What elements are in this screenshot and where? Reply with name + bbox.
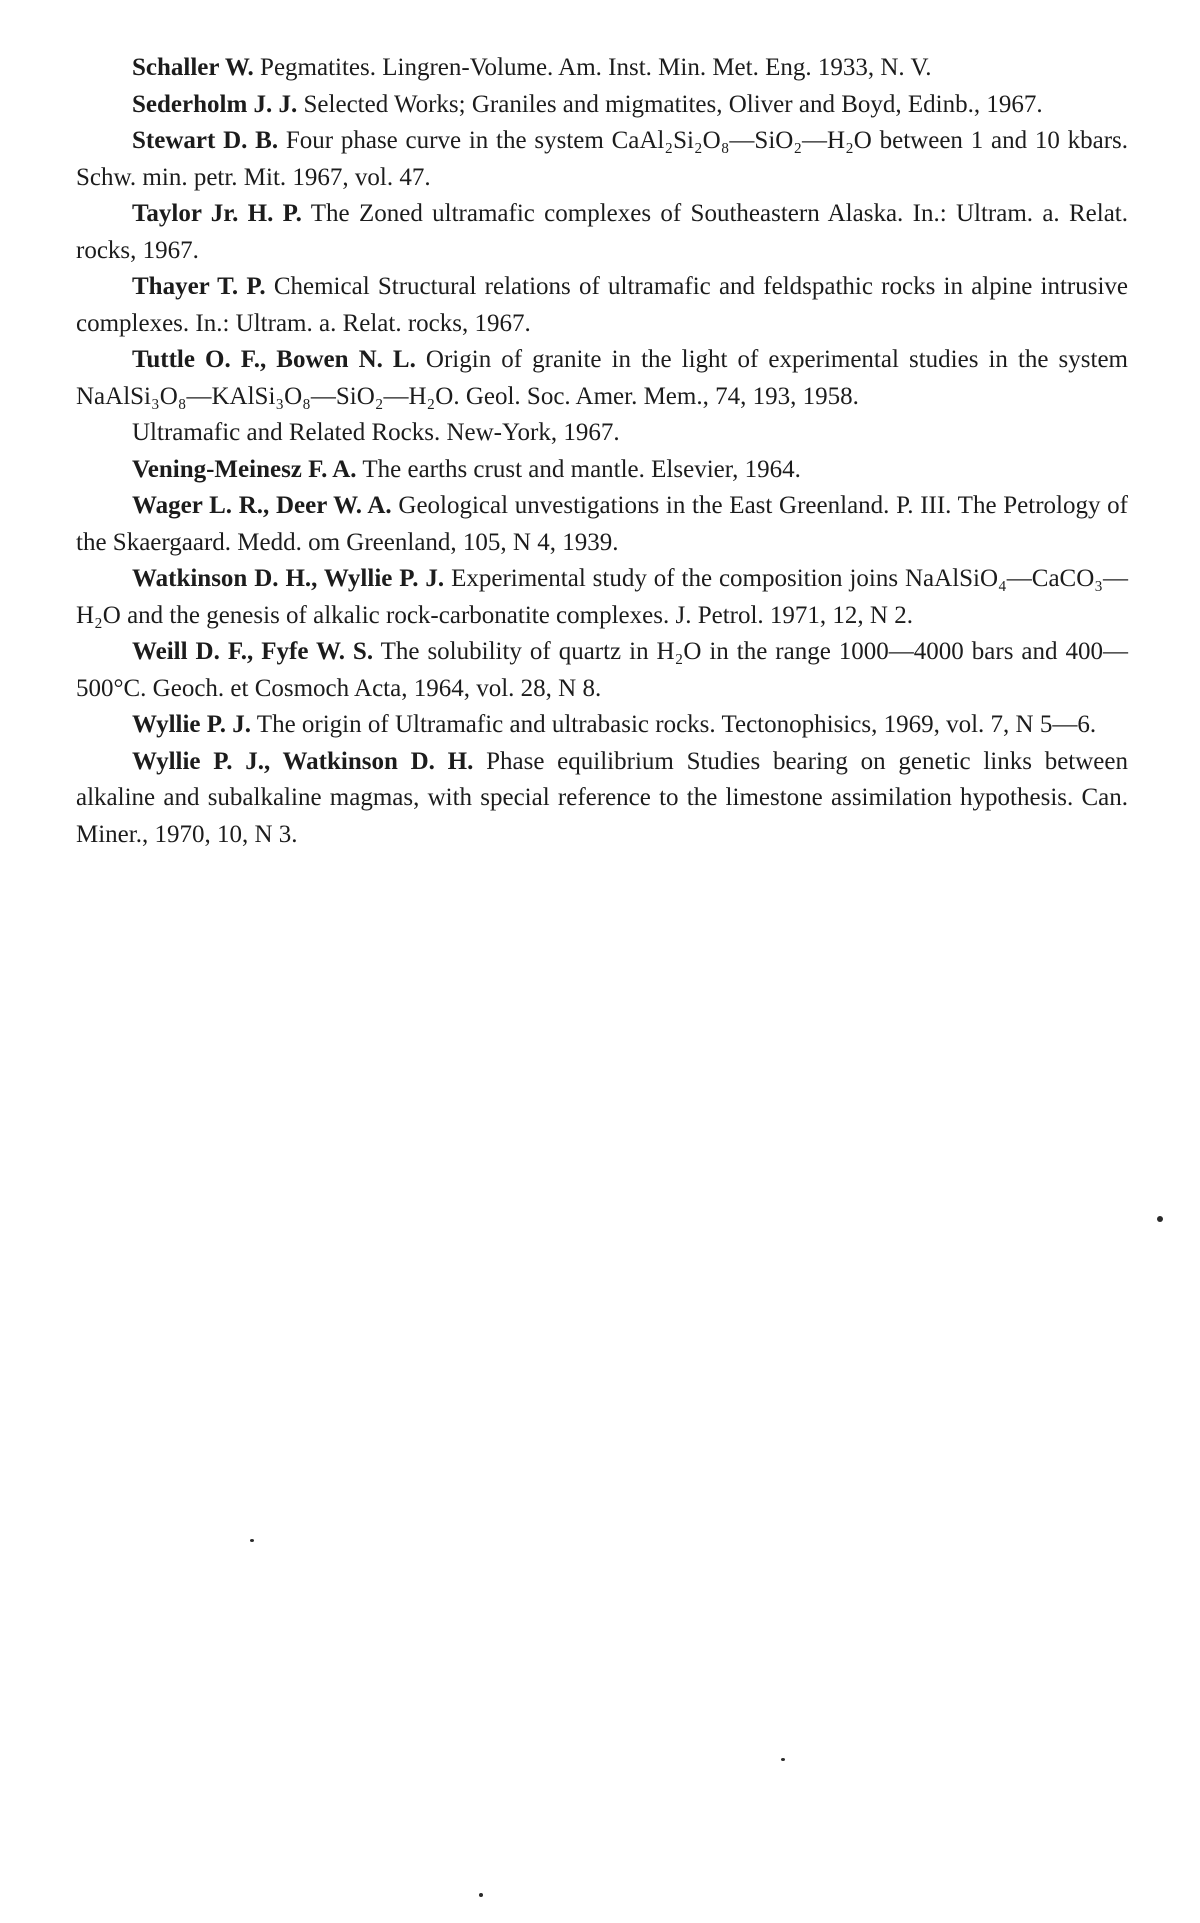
scan-speck [479,1893,483,1897]
reference-item [76,452,1128,489]
reference-text: Experimental study of the composition joins NaAlSiO₄—CaCO₃—H₂O and the genesis of alkalic rock-carbonatite complexes. J. Petrol. 1971, 12, N 2. [76,565,1128,629]
reference-author: Wyllie P. J. [132,711,251,738]
reference-text: The Zoned ultramafic complexes of Southeastern Alaska. In.: Ultram. a. Relat. rocks, 1967. [76,200,1128,264]
reference-text: Phase equilibrium Studies bearing on genetic links between alkaline and subalkaline magmas, with special reference to the limestone assimilation hypothesis. Can. Miner., 1970, 10, N 3. [76,747,1128,848]
reference-author: Schaller W. [132,54,254,81]
reference-author: Wager L. R., Deer W. A. [132,492,392,519]
reference-item [76,707,1128,744]
reference-item [76,488,1128,561]
reference-list [76,50,1128,853]
reference-author: Tuttle O. F., Bowen N. L. [132,346,416,373]
reference-item [76,123,1128,196]
scan-speck [1157,1216,1163,1222]
reference-author: Thayer T. P. [132,273,266,300]
reference-text: The earths crust and mantle. Elsevier, 1964. [362,455,801,483]
reference-author: Sederholm J. J. [132,90,298,118]
reference-item [76,561,1128,634]
reference-text: Ultramafic and Related Rocks. New-York, 1967. [132,419,620,446]
reference-text: Pegmatites. Lingren-Volume. Am. Inst. Min. Met. Eng. 1933, N. V. [260,54,932,81]
reference-author: Taylor Jr. H. P. [132,200,302,227]
reference-text: Chemical Structural relations of ultramafic and feldspathic rocks in alpine intrusive complexes. In.: Ultram. a. Relat. rocks, 1967. [76,273,1129,337]
reference-item [76,269,1128,342]
reference-text: Geological unvestigations in the East Greenland. P. III. The Petrology of the Skaergaard. Medd. om Greenland, 105, N 4, 1939. [76,492,1128,556]
reference-item [76,415,1128,452]
reference-author: Stewart D. B. [132,127,279,154]
reference-item [76,744,1128,854]
reference-author: Wyllie P. J., Watkinson D. H. [132,747,474,775]
reference-item [76,634,1128,707]
reference-text: The solubility of quartz in H₂O in the range 1000—4000 bars and 400—500°C. Geoch. et Cosmoch Acta, 1964, vol. 28, N 8. [76,638,1128,702]
reference-item [76,50,1128,87]
scan-speck [250,1539,254,1542]
reference-item [76,196,1128,269]
reference-author: Vening-Meinesz F. A. [132,455,357,483]
reference-author: Watkinson D. H., Wyllie P. J. [132,565,445,592]
scan-speck [781,1758,785,1761]
reference-item [76,342,1128,415]
reference-text: Selected Works; Graniles and migmatites, Oliver and Boyd, Edinb., 1967. [303,90,1043,118]
reference-text: The origin of Ultramafic and ultrabasic rocks. Tectonophisics, 1969, vol. 7, N 5—6. [256,711,1097,738]
reference-item [76,87,1128,124]
reference-text: Origin of granite in the light of experimental studies in the system NaAlSi₃O₈—KAlSi₃O₈—SiO₂—H₂O. Geol. Soc. Amer. Mem., 74, 193, 1958. [76,346,1129,410]
reference-text: Four phase curve in the system CaAl₂Si₂O₈—SiO₂—H₂O between 1 and 10 kbars. Schw. min. petr. Mit. 1967, vol. 47. [76,127,1129,191]
reference-author: Weill D. F., Fyfe W. S. [132,638,374,665]
